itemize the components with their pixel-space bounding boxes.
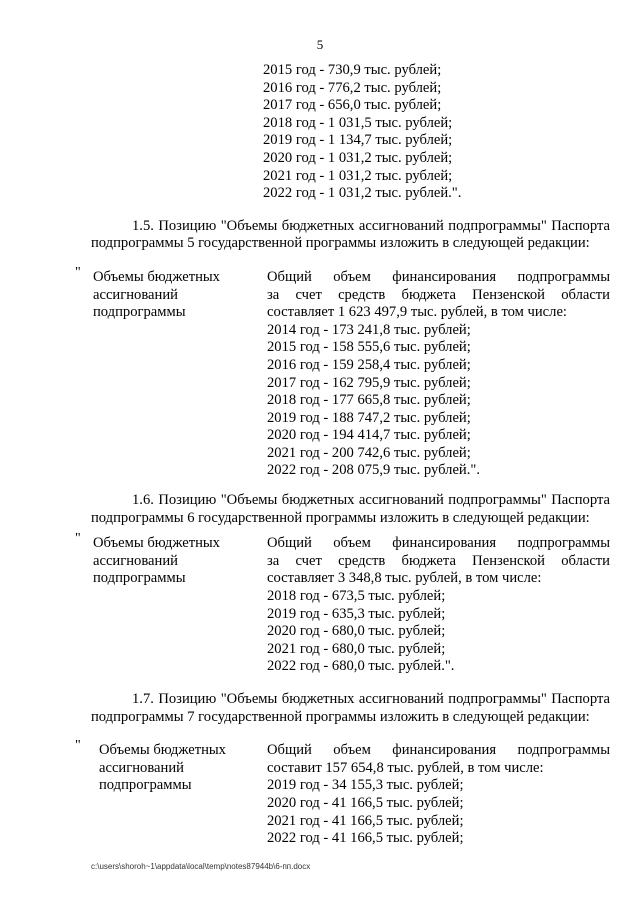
file-path-footer: c:\users\shoroh~1\appdata\local\temp\notes87944b\6-пп.docx (91, 862, 311, 871)
label-line: Объемы бюджетных (93, 268, 220, 285)
section-1-7-paragraph: 1.7. Позицию "Объемы бюджетных ассигнований подпрограммы" Паспорта подпрограммы 7 государственной программы изложить в следующей редакции: (91, 691, 610, 725)
list-item: 2015 год - 730,9 тыс. рублей; (263, 62, 442, 78)
funding-list-continued (91, 62, 610, 203)
value-line: 2021 год - 680,0 тыс. рублей; (267, 640, 446, 657)
label-line: подпрограммы (99, 777, 192, 794)
list-item: 2016 год - 776,2 тыс. рублей; (263, 79, 442, 96)
value-line: за счет средств бюджета Пензенской области (267, 286, 610, 303)
row-label (91, 535, 243, 676)
value-line: составляет 3 348,8 тыс. рублей, в том числе: (267, 570, 542, 587)
page-number: 5 (316, 37, 324, 52)
list-item: 2017 год - 656,0 тыс. рублей; (263, 97, 442, 114)
list-item: 2022 год - 1 031,2 тыс. рублей.". (263, 185, 462, 202)
opening-quote: " (75, 531, 81, 547)
value-line: 2019 год - 34 155,3 тыс. рублей; (267, 777, 464, 794)
section-1-5-table-row (75, 264, 610, 480)
label-line: ассигнований (93, 286, 178, 303)
value-line: 2018 год - 177 665,8 тыс. рублей; (267, 392, 471, 409)
value-line: 2019 год - 188 747,2 тыс. рублей; (267, 409, 471, 426)
value-line: составит 157 654,8 тыс. рублей, в том числе: (267, 759, 544, 776)
value-line: 2018 год - 673,5 тыс. рублей; (267, 588, 446, 605)
row-label (91, 742, 243, 848)
value-line: за счет средств бюджета Пензенской области (267, 552, 610, 569)
list-item: 2021 год - 1 031,2 тыс. рублей; (263, 167, 453, 184)
label-line: ассигнований (99, 759, 184, 776)
opening-quote: " (75, 738, 81, 754)
list-item: 2018 год - 1 031,5 тыс. рублей; (263, 114, 453, 131)
list-item: 2019 год - 1 134,7 тыс. рублей; (263, 132, 453, 149)
row-label (91, 269, 243, 480)
opening-quote: " (75, 264, 81, 280)
label-line: Объемы бюджетных (99, 742, 226, 759)
section-1-7-table-row (75, 738, 610, 848)
value-line: составляет 1 623 497,9 тыс. рублей, в том числе: (267, 304, 567, 321)
section-1-6-table-row (75, 531, 610, 676)
value-line: 2015 год - 158 555,6 тыс. рублей; (267, 339, 471, 356)
label-line: подпрограммы (93, 304, 186, 321)
value-line: 2016 год - 159 258,4 тыс. рублей; (267, 356, 471, 373)
value-line: 2014 год - 173 241,8 тыс. рублей; (267, 321, 471, 338)
value-line: Общий объем финансирования подпрограммы (267, 268, 610, 285)
label-line: ассигнований (93, 552, 178, 569)
document-body (75, 62, 610, 848)
row-value (243, 269, 610, 480)
section-1-5-paragraph: 1.5. Позицию "Объемы бюджетных ассигнований подпрограммы" Паспорта подпрограммы 5 государственной программы изложить в следующей редакции: (91, 217, 610, 252)
label-line: подпрограммы (93, 570, 186, 587)
section-1-6-paragraph: 1.6. Позицию "Объемы бюджетных ассигнований подпрограммы" Паспорта подпрограммы 6 государственной программы изложить в следующей редакции: (91, 492, 610, 526)
value-line: 2020 год - 194 414,7 тыс. рублей; (267, 427, 471, 444)
value-line: 2021 год - 200 742,6 тыс. рублей; (267, 444, 471, 461)
row-value (243, 742, 610, 848)
value-line: 2020 год - 41 166,5 тыс. рублей; (267, 794, 464, 811)
value-line: 2017 год - 162 795,9 тыс. рублей; (267, 374, 471, 391)
value-line: 2021 год - 41 166,5 тыс. рублей; (267, 812, 464, 829)
value-line: 2022 год - 680,0 тыс. рублей.". (267, 658, 455, 675)
value-line: 2019 год - 635,3 тыс. рублей; (267, 605, 446, 622)
list-item: 2020 год - 1 031,2 тыс. рублей; (263, 149, 453, 166)
row-value (243, 535, 610, 676)
value-line: Общий объем финансирования подпрограммы (267, 535, 610, 552)
value-line: Общий объем финансирования подпрограммы (267, 742, 610, 759)
value-line: 2022 год - 41 166,5 тыс. рублей; (267, 830, 464, 847)
value-line: 2022 год - 208 075,9 тыс. рублей.". (267, 462, 480, 479)
label-line: Объемы бюджетных (93, 535, 220, 552)
value-line: 2020 год - 680,0 тыс. рублей; (267, 623, 446, 640)
